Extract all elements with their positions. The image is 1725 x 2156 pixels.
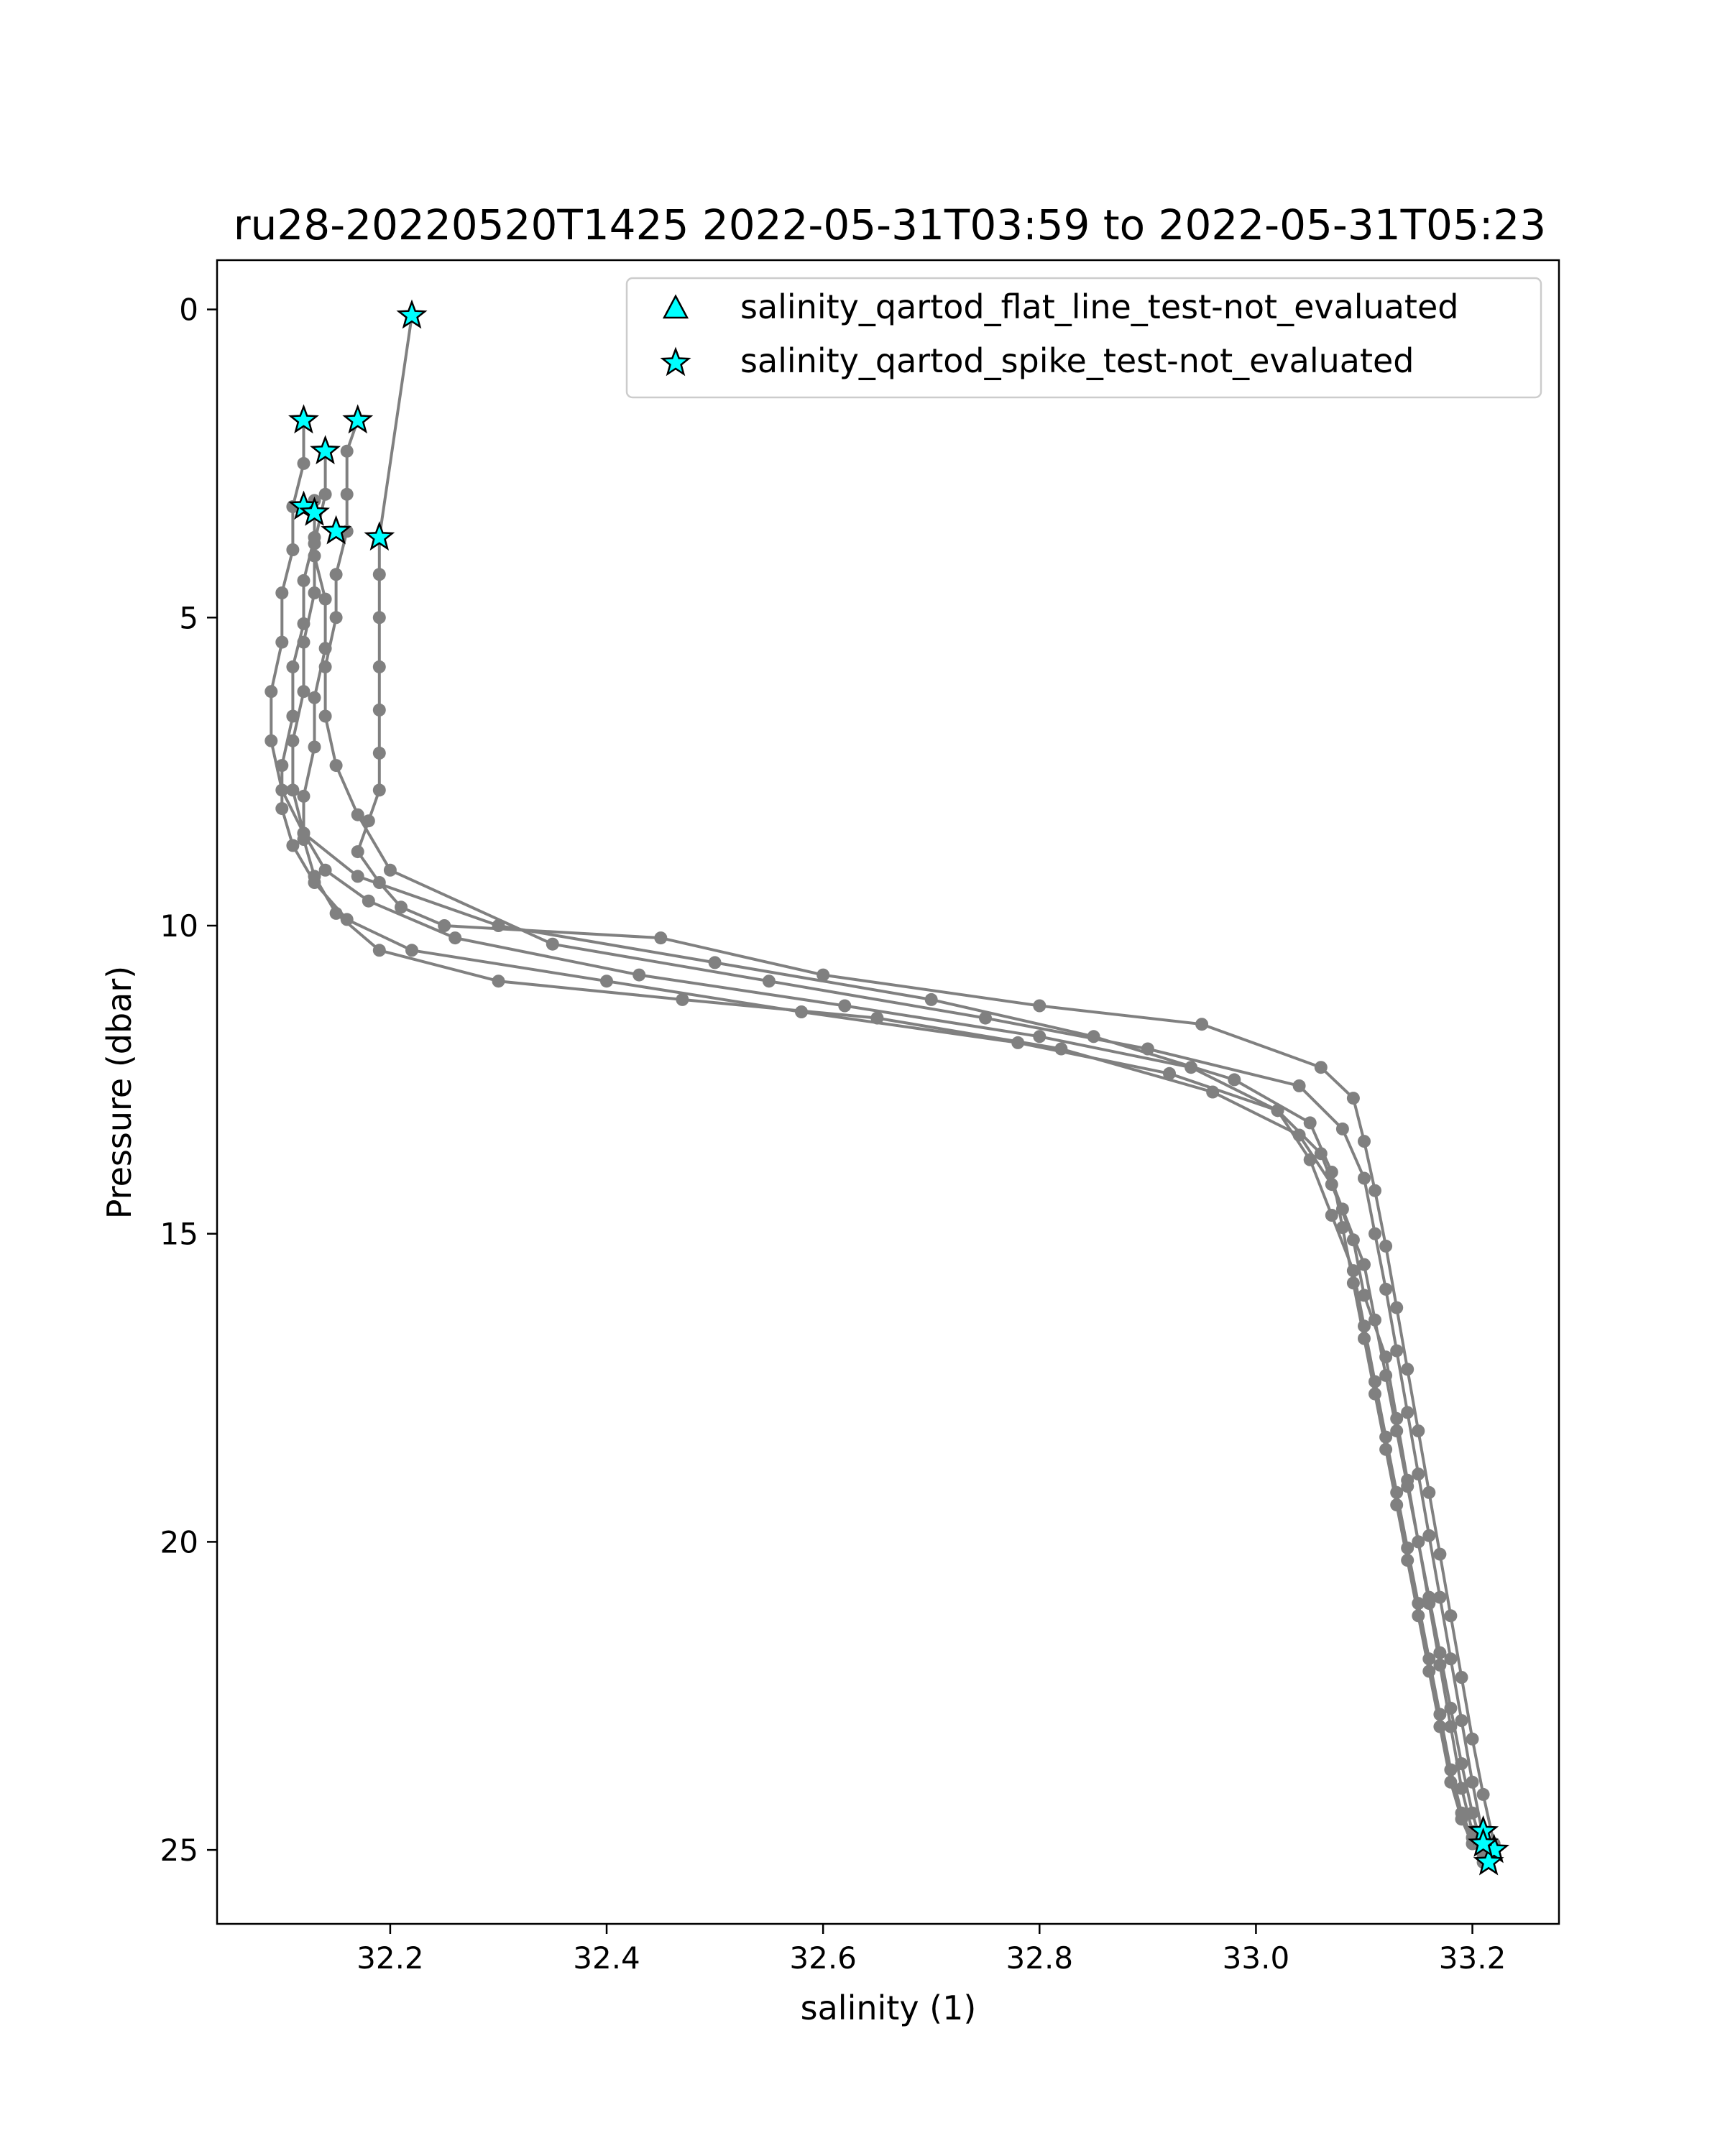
profile-point [319,593,332,606]
profile-point [341,488,354,501]
profile-point [1412,1535,1425,1548]
profile-point [298,826,310,839]
profile-point [405,944,418,957]
profile-point [384,864,397,877]
profile-point [1271,1104,1284,1117]
profile-point [298,636,310,649]
profile-point [330,611,343,624]
profile-point [373,568,386,581]
profile-point [1087,1030,1100,1043]
x-tick-label: 33.2 [1438,1940,1506,1976]
profile-point [1379,1431,1392,1444]
profile-point [1455,1671,1468,1684]
profile-point [676,993,689,1006]
profile-point [1433,1659,1446,1672]
profile-point [1336,1123,1349,1135]
profile-point [319,488,332,501]
profile-point [373,783,386,796]
profile-point [319,710,332,723]
profile-point [373,611,386,624]
profile-point [1412,1597,1425,1610]
profile-point [1444,1609,1457,1622]
profile-point [1358,1172,1371,1185]
profile-point [298,457,310,470]
profile-point [1433,1708,1446,1721]
profile-point [709,956,722,969]
profile-point [654,931,667,944]
y-tick-label: 25 [160,1833,198,1869]
profile-point [298,685,310,698]
x-tick-label: 32.2 [356,1940,424,1976]
profile-point [1315,1061,1328,1074]
profile-point [330,759,343,772]
profile-point [275,636,288,649]
y-tick-label: 5 [179,600,198,636]
y-tick-label: 20 [160,1524,198,1560]
profile-point [448,931,461,944]
profile-point [373,747,386,760]
y-tick-label: 15 [160,1216,198,1252]
profile-point [1401,1542,1414,1554]
profile-point [1228,1073,1241,1086]
profile-point [275,759,288,772]
profile-point [1184,1061,1197,1074]
profile-point [308,586,321,599]
profile-point [1368,1376,1381,1388]
profile-point [308,870,321,883]
profile-point [1390,1412,1403,1425]
legend-entry-flat-line [664,287,1458,326]
profile-point [362,895,375,908]
profile-point [1347,1092,1360,1105]
profile-point [1466,1733,1479,1746]
profile-point [275,586,288,599]
profile-point [1444,1764,1457,1777]
x-tick-label: 32.6 [789,1940,857,1976]
profile-point [1304,1153,1317,1166]
profile-point [1206,1086,1219,1099]
legend-label-flat-line: salinity_qartod_flat_line_test-not_evaluated [740,287,1459,326]
profile-point [298,790,310,803]
profile-point [1195,1018,1208,1031]
legend-label-spike: salinity_qartod_spike_test-not_evaluated [740,341,1414,380]
profile-point [1390,1486,1403,1499]
profile-point [308,537,321,550]
profile-point [1455,1807,1468,1820]
profile-point [351,808,364,821]
profile-point [1325,1209,1338,1222]
legend-entry-spike [663,341,1414,380]
profile-point [341,445,354,458]
profile-point [1444,1720,1457,1733]
y-tick-label: 0 [179,292,198,328]
profile-point [286,783,299,796]
profile-point [1390,1302,1403,1314]
y-tick-label: 10 [160,908,198,944]
profile-point [632,969,645,982]
profile-point [330,907,343,920]
profile-point [286,543,299,556]
profile-point [1368,1227,1381,1240]
profile-point [286,660,299,673]
profile-point [1347,1233,1360,1246]
profile-point [838,1000,851,1013]
profile-point [1358,1319,1371,1332]
x-axis-label: salinity (1) [800,1989,977,2027]
profile-point [1358,1135,1371,1148]
profile-point [1412,1468,1425,1480]
profile-point [1422,1652,1435,1665]
profile-point [492,975,505,987]
profile-point [763,975,776,987]
x-tick-label: 33.0 [1222,1940,1290,1976]
profile-point [1412,1424,1425,1437]
profile-point [1477,1788,1490,1801]
profile-point [373,704,386,717]
profile-point [1455,1714,1468,1727]
profile-point [1325,1178,1338,1191]
x-tick-label: 32.4 [573,1940,640,1976]
profile-point [1315,1147,1328,1160]
profile-point [286,734,299,747]
profile-point [1422,1486,1435,1499]
profile-point [1433,1548,1446,1561]
profile-point [1401,1474,1414,1487]
profile-point [1054,1043,1067,1056]
profile-point [492,919,505,932]
profile-point [286,839,299,852]
profile-point [351,870,364,883]
profile-point [1379,1350,1392,1363]
profile-point [600,975,613,987]
chart-title: ru28-20220520T1425 2022-05-31T03:59 to 2022-05-31T05:23 [233,201,1547,249]
profile-point [264,685,277,698]
profile-point [870,1012,883,1025]
profile-point [373,944,386,957]
profile-point [1033,1000,1046,1013]
profile-point [264,734,277,747]
profile-point [1304,1116,1317,1129]
profile-point [925,993,938,1006]
profile-point [1390,1345,1403,1358]
profile-point [298,574,310,587]
profile-point [319,864,332,877]
y-axis-label: Pressure (dbar) [100,965,139,1220]
profile-point [1401,1363,1414,1376]
x-tick-label: 32.8 [1006,1940,1074,1976]
profile-point [319,642,332,655]
profile-point [308,740,321,753]
profile-point [1379,1283,1392,1296]
profile-point [1347,1264,1360,1277]
legend [627,278,1541,397]
profile-point [1368,1184,1381,1197]
profile-point [1293,1079,1306,1092]
profile-point [546,938,559,951]
profile-point [275,802,288,815]
profile-point [1033,1030,1046,1043]
profile-point [373,660,386,673]
profile-point [351,845,364,858]
profile-point [1379,1240,1392,1253]
profile-point [330,568,343,581]
